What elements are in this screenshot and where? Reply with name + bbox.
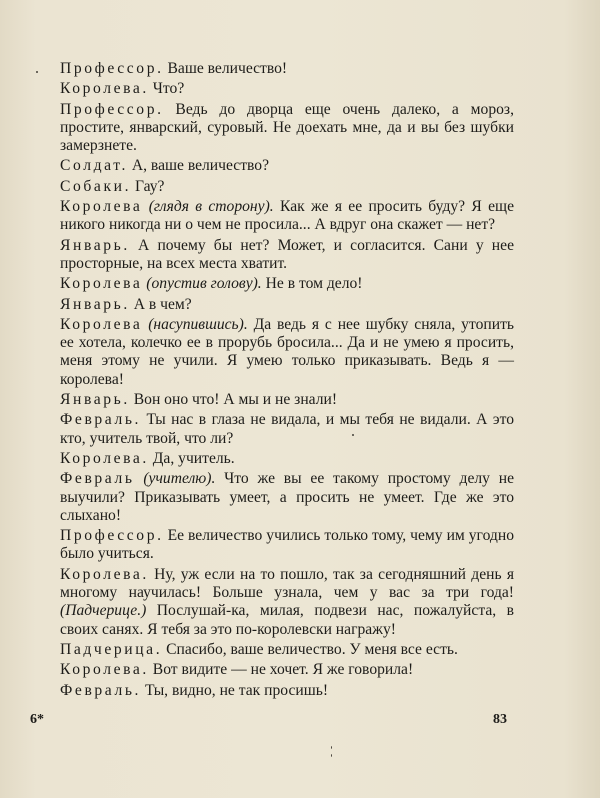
speaker-name: Королева. [60,80,149,98]
dialogue-line [60,275,514,293]
dialogue-line [60,566,514,639]
stage-direction: (Падчерице.) [60,602,147,620]
print-speck [352,434,354,436]
dialogue-line [60,641,514,659]
speaker-name: Профессор. [60,100,164,118]
line-text: А в чем? [129,295,192,313]
line-text: Ее величество учились только тому, чему им угодно было учиться. [60,527,514,563]
printer-signature-mark: 6* [30,712,44,727]
speaker-name: Королева. [60,661,149,679]
line-text: Да ведь я с нее шубку сняла, утопить ее хотела, колечко ее в прорубь бросила... Да и не умею я просить, меня этому не учили. Я умею только приказывать. Ведь я — королева! [60,315,514,388]
dialogue-line [60,178,514,196]
line-text: Ну, уж если на то пошло, так за сегодняшний день я многому научилась! Больше узнала, чем у вас за три года! [60,565,514,602]
speaker-name: Падчерица. [60,640,163,658]
dialogue-line [60,411,514,448]
speaker-name: Королева. [60,565,149,583]
print-speck [36,71,38,73]
stage-direction: (глядя в сторону). [142,198,274,216]
speaker-name: Королева [60,315,143,333]
speaker-name: Февраль. [60,681,142,699]
dialogue-line [60,682,514,700]
play-text [60,60,514,700]
speaker-name: Солдат. [60,157,128,175]
dialogue-line [60,316,514,389]
line-text: Послушай-ка, милая, подвези нас, пожалуйста, в своих санях. Я тебя за это по-королевски награжу! [60,602,514,638]
line-text: А почему бы нет? Может, и согласится. Сани у нее просторные, на всех места хватит. [60,236,514,272]
dialogue-line [60,661,514,679]
speaker-name: Январь. [60,295,130,313]
stage-direction: (опустив голову). [142,275,262,293]
dialogue-line [60,157,514,175]
line-text: Вон оно что! А мы и не знали! [129,391,338,409]
stage-direction: (учителю). [134,470,216,488]
speaker-name: Январь. [60,391,130,409]
line-text: Что же вы ее такому простому делу не выучили? Приказывать умеет, а просить не умеет. Где же это слыхано! [60,470,514,524]
line-text: Что? [148,80,185,98]
speaker-name: Королева [60,275,143,293]
dialogue-line [60,60,514,78]
line-text: Ведь до дворца еще очень далеко, а мороз, простите, январский, суровый. Не доехать мне, да и вы без шубки замерзнете. [60,100,514,155]
speaker-name: Королева [60,198,143,216]
dialogue-line [60,450,514,468]
speaker-name: Королева. [60,449,149,467]
speaker-name: Январь. [60,236,130,254]
dialogue-line [60,198,514,235]
speaker-name: Профессор. [60,527,164,545]
stage-direction: (насупившись). [142,315,248,333]
line-text: Не в том дело! [261,275,363,293]
line-text: Да, учитель. [148,449,235,467]
line-text: Ваше величество! [163,60,288,77]
print-speck [331,746,332,749]
print-speck [331,754,332,757]
speaker-name: Февраль. [60,411,142,429]
dialogue-line [60,296,514,314]
line-text: Спасибо, ваше величество. У меня все есть. [162,640,458,658]
dialogue-line [60,470,514,525]
dialogue-line [60,391,514,409]
line-text: А, ваше величество? [127,157,270,175]
dialogue-line [60,80,514,98]
speaker-name: Февраль [60,470,135,488]
speaker-name: Профессор. [60,60,164,77]
line-text: Вот видите — не хочет. Я же говорила! [148,661,414,679]
dialogue-line [60,527,514,564]
line-text: Ты нас в глаза не видала, и мы тебя не видали. А это кто, учитель твой, что ли? [60,411,514,447]
dialogue-line [60,101,514,156]
line-text: Как же я ее просить буду? Я еще никого никогда ни о чем не просила... А вдруг она скажет — нет? [60,198,514,234]
speaker-name: Собаки. [60,177,132,195]
line-text: Ты, видно, не так просишь! [141,681,329,699]
dialogue-line [60,237,514,274]
line-text: Гау? [131,177,165,195]
page-number: 83 [493,712,507,727]
